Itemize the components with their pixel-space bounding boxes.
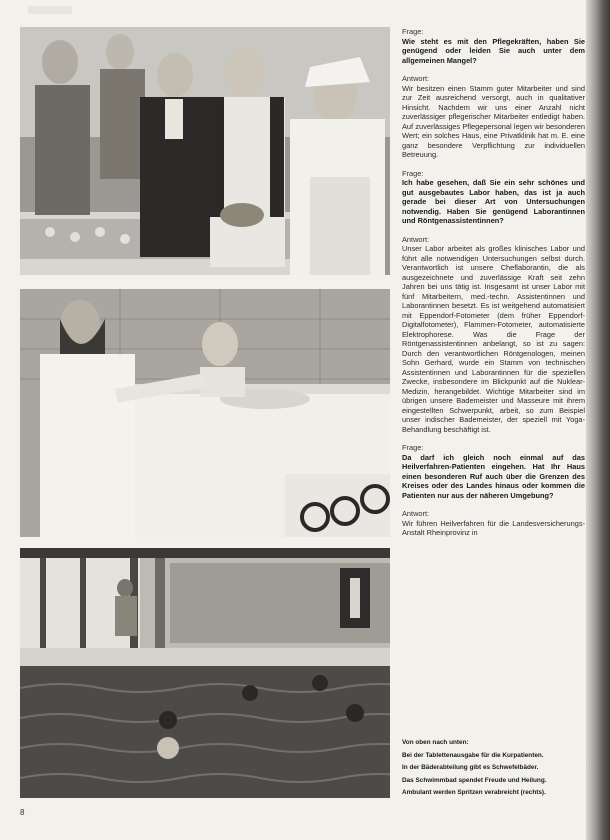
page-number: 8: [20, 808, 25, 817]
interview-column: [402, 27, 585, 547]
answer-label: Antwort:: [402, 234, 430, 244]
photo-nursing-staff: [20, 27, 390, 275]
photo-captions: [402, 737, 585, 800]
question-text: Da darf ich gleich noch einmal auf das Heilverfahren-Patienten eingehen. Hat Ihr Haus einen besonderen Ruf auch über die Grenzen des Kreises oder des Landes hinaus oder kommen die Patienten nur aus der näheren Umgebung?: [402, 452, 585, 500]
photo-pool-swimmers-icon: [20, 548, 390, 798]
caption-line: Das Schwimmbad spendet Freude und Heilung.: [402, 776, 547, 784]
caption-intro: Von oben nach unten:: [402, 739, 469, 746]
photo-nurse-with-group-icon: [20, 27, 390, 275]
question-text: Wie steht es mit den Pflegekräften, haben Sie genügend oder leiden Sie auch unter dem allgemeinen Mangel?: [402, 36, 585, 65]
answer-text: Wir besitzen einen Stamm guter Mitarbeiter und sind zur Zeit ausreichend versorgt, auch in qualitativer Hinsicht. Nachdem wir uns einer Anzahl nicht zuverlässiger pflegerischer Mitarbeiter entledigt haben. Auf zuverlässiges Pflegepersonal legen wir besonderen Wert; ein solches Haus, eine Privatklinik hat m. E. eine ganz besondere Verpflichtung zur individuellen Betreuung.: [402, 83, 585, 159]
photo-doctor-patient-bath-icon: [20, 289, 390, 537]
question-label: Frage:: [402, 27, 424, 36]
answer-text: Unser Labor arbeitet als großes klinisches Labor und führt alle notwendigen Untersuchungen selbst durch. Verantwortlich ist unsere Cheflaborantin, die als ausgezeichnete und zuverlässige Kraft seit zehn Jahren bei uns tätig ist. Insgesamt ist unser Labor mit fünf Mitarbeitern, med.-techn. Assistentinnen und Laborantinnen besetzt. Es ist weitgehend automatisiert mit Eppendorf-Fotometer (dem früher Eppendorf-Digitalfotometer), Flammen-Fotometer, automatisierte Elektrophorese. Was die Frage der Röntgenassistentinnen anbelangt, so ist zu sagen: Durch den verantwortlichen Röntgenologen, meinen Sohn Gerhard, wurde ein Stamm von technischen Assistentinnen und Laborantinnen für die speziellen Zwecke, insbesondere im Blickpunkt auf die Nuklear-Medizin, herangebildet. Wichtige Mitarbeiter sind im übrigen unsere Bademeister und Masseure mit ihrem eingestellten Schwerpunkt, arbeit, so zum Beispiel unser indischer Bademeister, der speziell mit Yoga-Behandlung beschäftigt ist.: [402, 244, 585, 434]
caption-line: Bei der Tablettenausgabe für die Kurpatienten.: [402, 751, 544, 759]
answer-text: Wir führen Heilverfahren für die Landesversicherungs-Anstalt Rheinprovinz in: [402, 518, 585, 537]
question-label: Frage:: [402, 443, 424, 452]
page-corner-mark: [28, 6, 72, 14]
caption-line: In der Bäderabteilung gibt es Schwefelbäder.: [402, 764, 539, 771]
answer-label: Antwort:: [402, 509, 430, 518]
scan-edge-shadow: [586, 0, 610, 840]
question-label: Frage:: [402, 168, 424, 178]
photo-swimming-pool: [20, 548, 390, 798]
caption-line: Ambulant werden Spritzen verabreicht (rechts).: [402, 789, 546, 796]
question-text: Ich habe gesehen, daß Sie ein sehr schönes und gut ausgebautes Labor haben, das ist ja auch gerade bei dieser Art von Untersuchungen notwendig. Haben Sie genügend Laborantinnen und Röntgenassistentinnen?: [402, 178, 585, 225]
photo-laboratory-bath: [20, 289, 390, 537]
answer-label: Antwort:: [402, 74, 430, 83]
